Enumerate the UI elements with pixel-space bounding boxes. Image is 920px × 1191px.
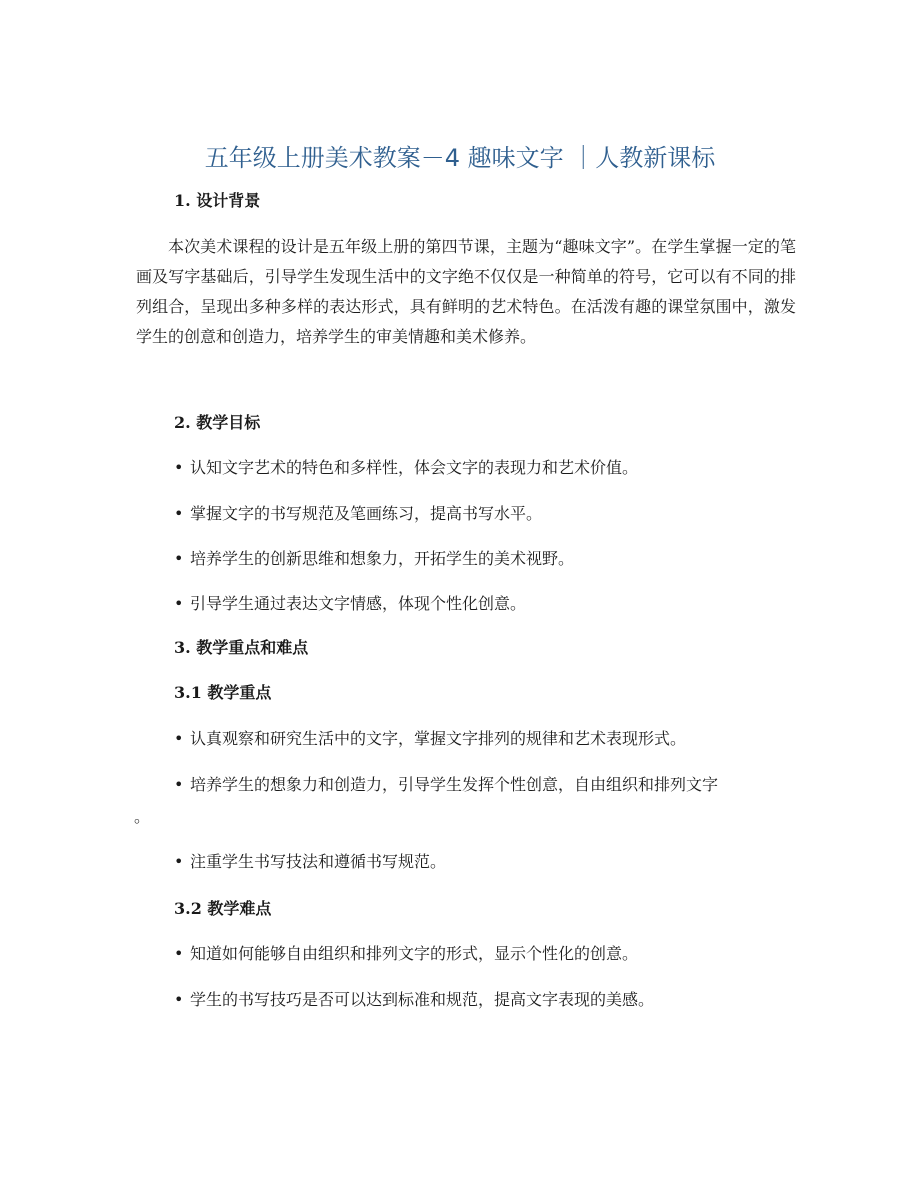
subsection-heading-difficulties: 3.2 教学难点 — [174, 899, 272, 918]
bullet-icon: • — [174, 990, 184, 1009]
list-item: • 认真观察和研究生活中的文字，掌握文字排列的规律和艺术表现形式。 — [174, 724, 796, 754]
list-item: • 学生的书写技巧是否可以达到标准和规范，提高文字表现的美感。 — [174, 985, 796, 1015]
section-heading-objectives: 2. 教学目标 — [174, 413, 261, 432]
page-title: 五年级上册美术教案－4 趣味文字 ｜人教新课标 — [204, 144, 716, 172]
bullet-icon: • — [174, 944, 184, 963]
list-item: • 知道如何能够自由组织和排列文字的形式，显示个性化的创意。 — [174, 939, 796, 969]
list-item: • 注重学生书写技法和遵循书写规范。 — [174, 847, 796, 877]
list-item: • 认知文字艺术的特色和多样性，体会文字的表现力和艺术价值。 — [174, 453, 796, 483]
section-heading-key-points: 3. 教学重点和难点 — [174, 638, 309, 657]
bullet-icon: • — [174, 852, 184, 871]
list-item: • 培养学生的想象力和创造力，引导学生发挥个性创意，自由组织和排列文字 — [174, 770, 814, 800]
bullet-icon: • — [174, 458, 184, 477]
subsection-heading-focus: 3.1 教学重点 — [174, 683, 272, 702]
background-paragraph: 本次美术课程的设计是五年级上册的第四节课，主题为“趣味文字”。在学生掌握一定的笔画及写字基础后，引导学生发现生活中的文字绝不仅仅是一种简单的符号，它可以有不同的排列组合，呈现出多种多样的表达形式，具有鲜明的艺术特色。在活泼有趣的课堂氛围中，激发学生的创意和创造力，培养学生的审美情趣和美术修养。 — [136, 237, 796, 346]
list-item: • 掌握文字的书写规范及笔画练习，提高书写水平。 — [174, 499, 796, 529]
bullet-icon: • — [174, 729, 184, 748]
bullet-icon: • — [174, 594, 184, 613]
bullet-icon: • — [174, 549, 184, 568]
wrapped-punctuation: 。 — [134, 807, 151, 826]
section-heading-background: 1. 设计背景 — [174, 191, 261, 210]
bullet-icon: • — [174, 775, 184, 794]
list-item: • 引导学生通过表达文字情感，体现个性化创意。 — [174, 589, 796, 619]
bullet-icon: • — [174, 504, 184, 523]
list-item: • 培养学生的创新思维和想象力，开拓学生的美术视野。 — [174, 544, 796, 574]
